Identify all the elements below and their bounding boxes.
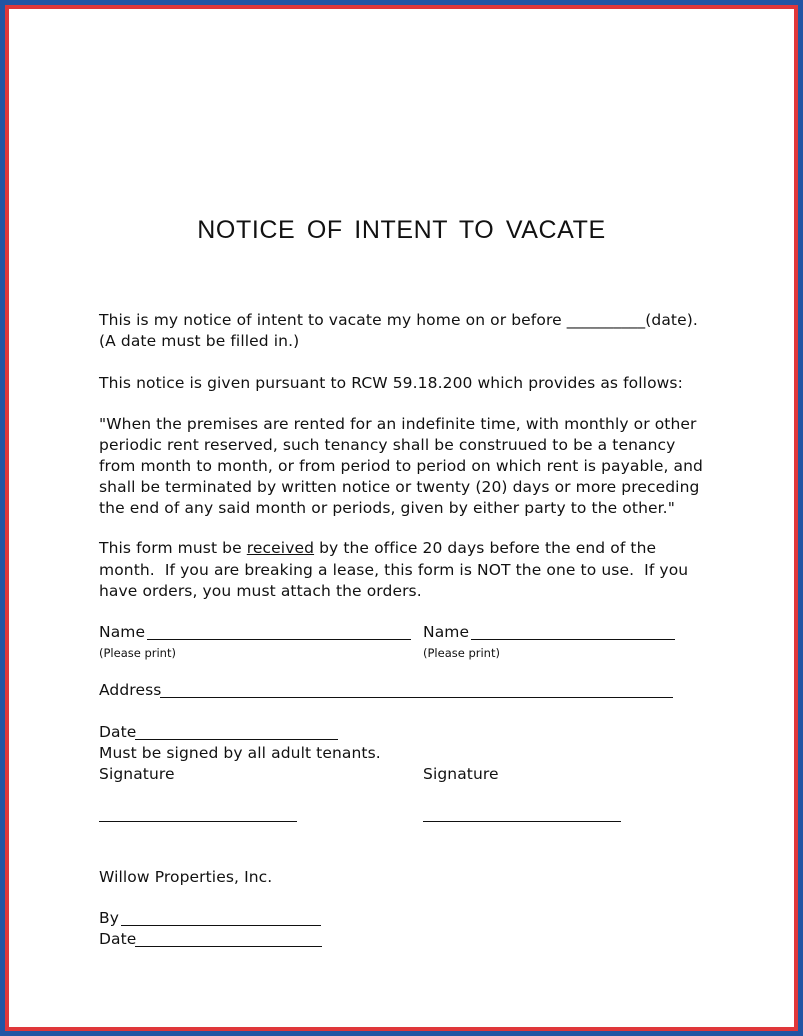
quote-line: shall be terminated by written notice or twenty (20) days or more preceding [99,478,700,496]
by-field[interactable] [121,925,321,926]
please-print-right: (Please print) [423,646,500,660]
quote-line: the end of any said month or periods, given by either party to the other." [99,499,675,517]
name-field-left[interactable] [147,639,411,640]
name-label-left: Name [99,623,146,641]
form-line-3: have orders, you must attach the orders. [99,582,422,600]
signature-field-right[interactable] [423,821,621,822]
date-field[interactable] [135,739,338,740]
company-date-field[interactable] [135,946,322,947]
pursuant-line: This notice is given pursuant to RCW 59.18.200 which provides as follows: [99,374,683,392]
company-date-label: Date [99,930,137,948]
received-emphasis: received [246,539,315,557]
quote-line: periodic rent reserved, such tenancy shall be construued to be a tenancy [99,436,676,454]
name-label-right: Name [423,623,470,641]
form-line-1-suffix: by the office 20 days before the end of the [314,539,657,557]
form-line-1 [99,538,656,558]
signature-field-left[interactable] [99,821,297,822]
date-blank: __________ [566,311,646,329]
intro-prefix: This is my notice of intent to vacate my home on or before [99,311,567,329]
signature-label-left: Signature [99,765,175,783]
signature-label-right: Signature [423,765,499,783]
signed-note: Must be signed by all adult tenants. [99,744,381,762]
intro-line-1 [99,310,698,330]
document-page [11,11,792,1025]
by-label: By [99,909,120,927]
quote-line: "When the premises are rented for an indefinite time, with monthly or other [99,415,697,433]
intro-line-2: (A date must be filled in.) [99,332,300,350]
please-print-left: (Please print) [99,646,176,660]
document-title: NOTICE OF INTENT TO VACATE [197,216,606,244]
company-name: Willow Properties, Inc. [99,868,273,886]
address-label: Address [99,681,162,699]
address-field[interactable] [160,697,673,698]
intro-suffix: (date). [645,311,698,329]
quote-line: from month to month, or from period to period on which rent is payable, and [99,457,703,475]
form-line-2: month. If you are breaking a lease, this form is NOT the one to use. If you [99,561,689,579]
date-label: Date [99,723,137,741]
name-field-right[interactable] [471,639,675,640]
form-line-1-prefix: This form must be [99,539,247,557]
